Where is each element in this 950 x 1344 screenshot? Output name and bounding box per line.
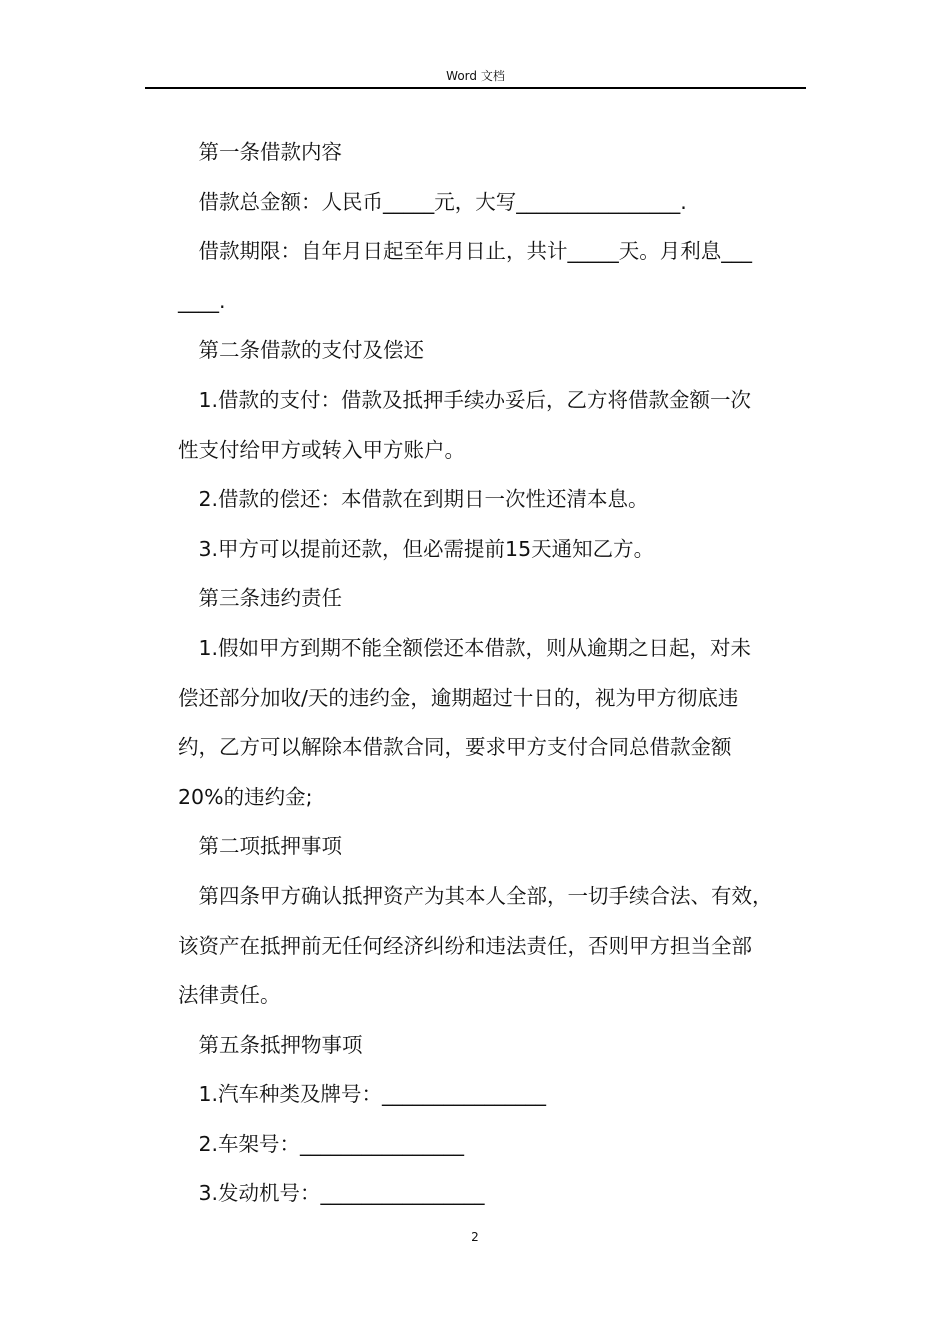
paragraph-line: 性支付给甲方或转入甲方账户。 bbox=[178, 437, 465, 462]
page-header: Word 文档 bbox=[446, 69, 505, 83]
paragraph-line: 第四条甲方确认抵押资产为其本人全部，一切手续合法、有效， bbox=[178, 883, 773, 908]
paragraph-line: 借款总金额：人民币_____元，大写________________. bbox=[178, 189, 687, 214]
paragraph-line: 法律责任。 bbox=[178, 983, 281, 1008]
paragraph-line: 1.汽车种类及牌号：________________ bbox=[178, 1082, 547, 1107]
section-heading: 第一条借款内容 bbox=[178, 140, 342, 164]
paragraph-line: 借款期限：自年月日起至年月日止，共计_____天。月利息___ bbox=[178, 239, 752, 264]
document-body bbox=[178, 128, 810, 1219]
paragraph-line: 3.发动机号：________________ bbox=[178, 1181, 485, 1206]
paragraph-line: 2.车架号：________________ bbox=[178, 1131, 465, 1156]
section-heading: 第二项抵押事项 bbox=[178, 834, 342, 859]
paragraph-line: 偿还部分加收/天的违约金，逾期超过十日的，视为甲方彻底违 bbox=[178, 685, 739, 710]
paragraph-line: 约，乙方可以解除本借款合同，要求甲方支付合同总借款金额 bbox=[178, 735, 732, 760]
paragraph-line: 2.借款的偿还：本借款在到期日一次性还清本息。 bbox=[178, 487, 649, 512]
paragraph-line: 20%的违约金; bbox=[178, 784, 313, 809]
paragraph-line: 3.甲方可以提前还款，但必需提前15天通知乙方。 bbox=[178, 536, 655, 561]
page-number: 2 bbox=[471, 1230, 479, 1244]
paragraph-line: 该资产在抵押前无任何经济纠纷和违法责任，否则甲方担当全部 bbox=[178, 933, 752, 958]
paragraph-line: 1.假如甲方到期不能全额偿还本借款，则从逾期之日起，对未 bbox=[178, 635, 752, 660]
paragraph-line: 1.借款的支付：借款及抵押手续办妥后，乙方将借款金额一次 bbox=[178, 387, 752, 412]
section-heading: 第五条抵押物事项 bbox=[178, 1032, 363, 1057]
section-heading: 第三条违约责任 bbox=[178, 586, 342, 611]
paragraph-line: ____. bbox=[178, 288, 226, 313]
section-heading: 第二条借款的支付及偿还 bbox=[178, 338, 424, 363]
header-divider bbox=[145, 87, 806, 89]
